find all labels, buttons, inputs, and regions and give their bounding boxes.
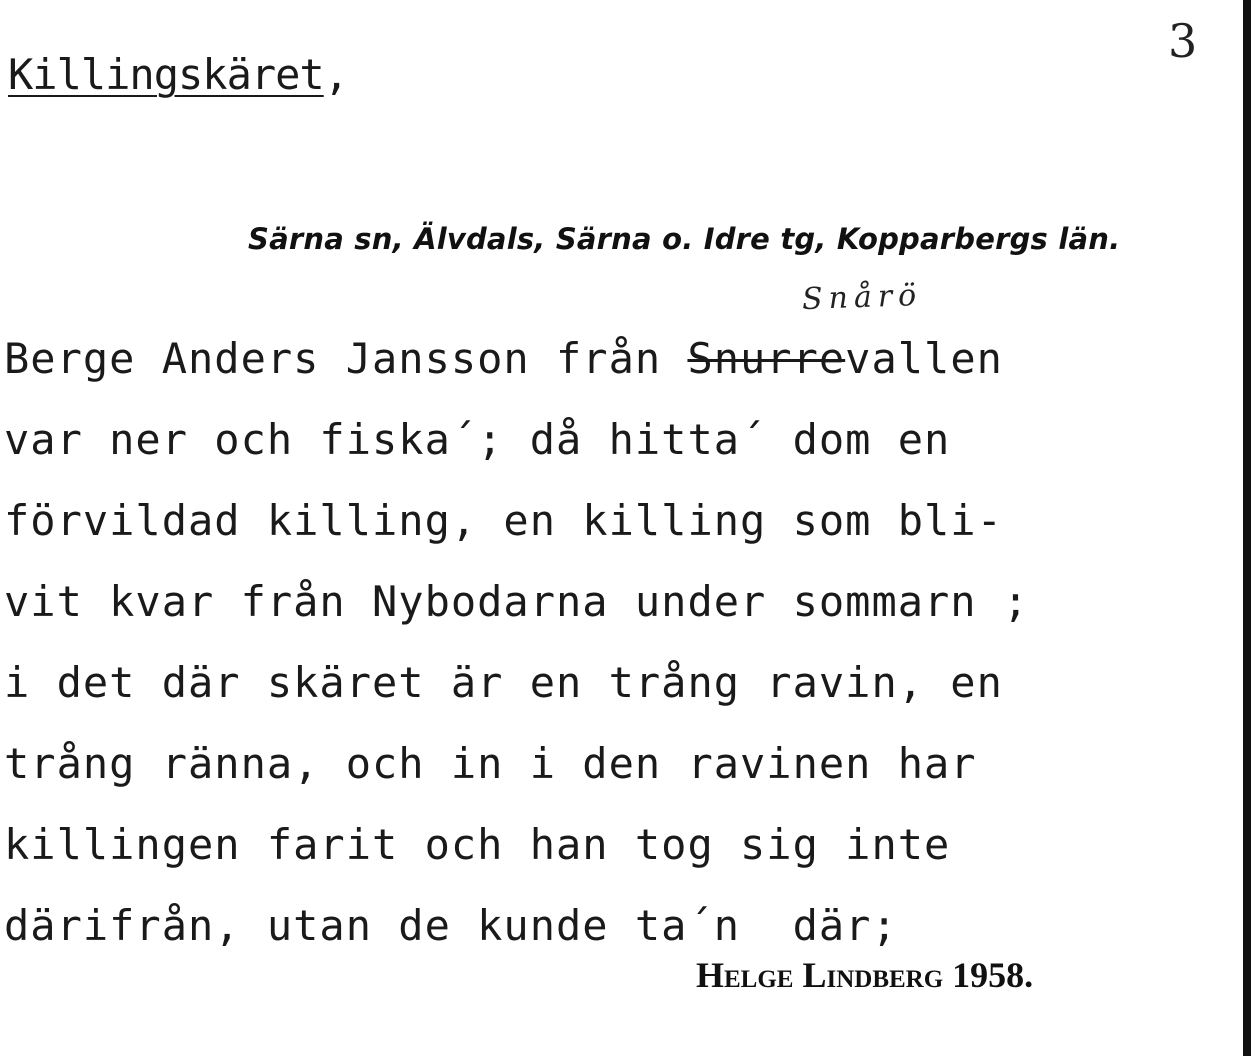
body-line-4: vit kvar från Nybodarna under sommarn ;: [4, 577, 1030, 626]
body-line-5: i det där skäret är en trång ravin, en: [4, 658, 1003, 707]
body-line-1: [4, 318, 1204, 399]
author-signature: Helge Lindberg 1958.: [696, 955, 1034, 995]
title-text: Killingskäret: [8, 50, 324, 99]
body-line-7: killingen farit och han tog sig inte: [4, 820, 951, 869]
page-number: 3: [1168, 14, 1198, 68]
place-line: Särna sn, Älvdals, Särna o. Idre tg, Kopparbergs län.: [248, 222, 1121, 256]
body-line-3: förvildad killing, en killing som bli-: [4, 496, 1003, 545]
handwritten-annotation: Snårö: [801, 277, 923, 318]
margin-rule: [1243, 0, 1251, 1056]
body-text: [4, 318, 1204, 966]
document-title: [8, 50, 348, 99]
body-line-1-before: Berge Anders Jansson från: [4, 334, 688, 383]
body-line-6: trång ränna, och in i den ravinen har: [4, 739, 977, 788]
title-suffix: ,: [323, 50, 349, 99]
body-line-2: var ner och fiska´; då hitta´ dom en: [4, 415, 951, 464]
body-line-1-after: vallen: [845, 334, 1003, 383]
struck-word: Snurre: [687, 334, 846, 383]
body-line-8: därifrån, utan de kunde ta´n där;: [4, 901, 898, 950]
